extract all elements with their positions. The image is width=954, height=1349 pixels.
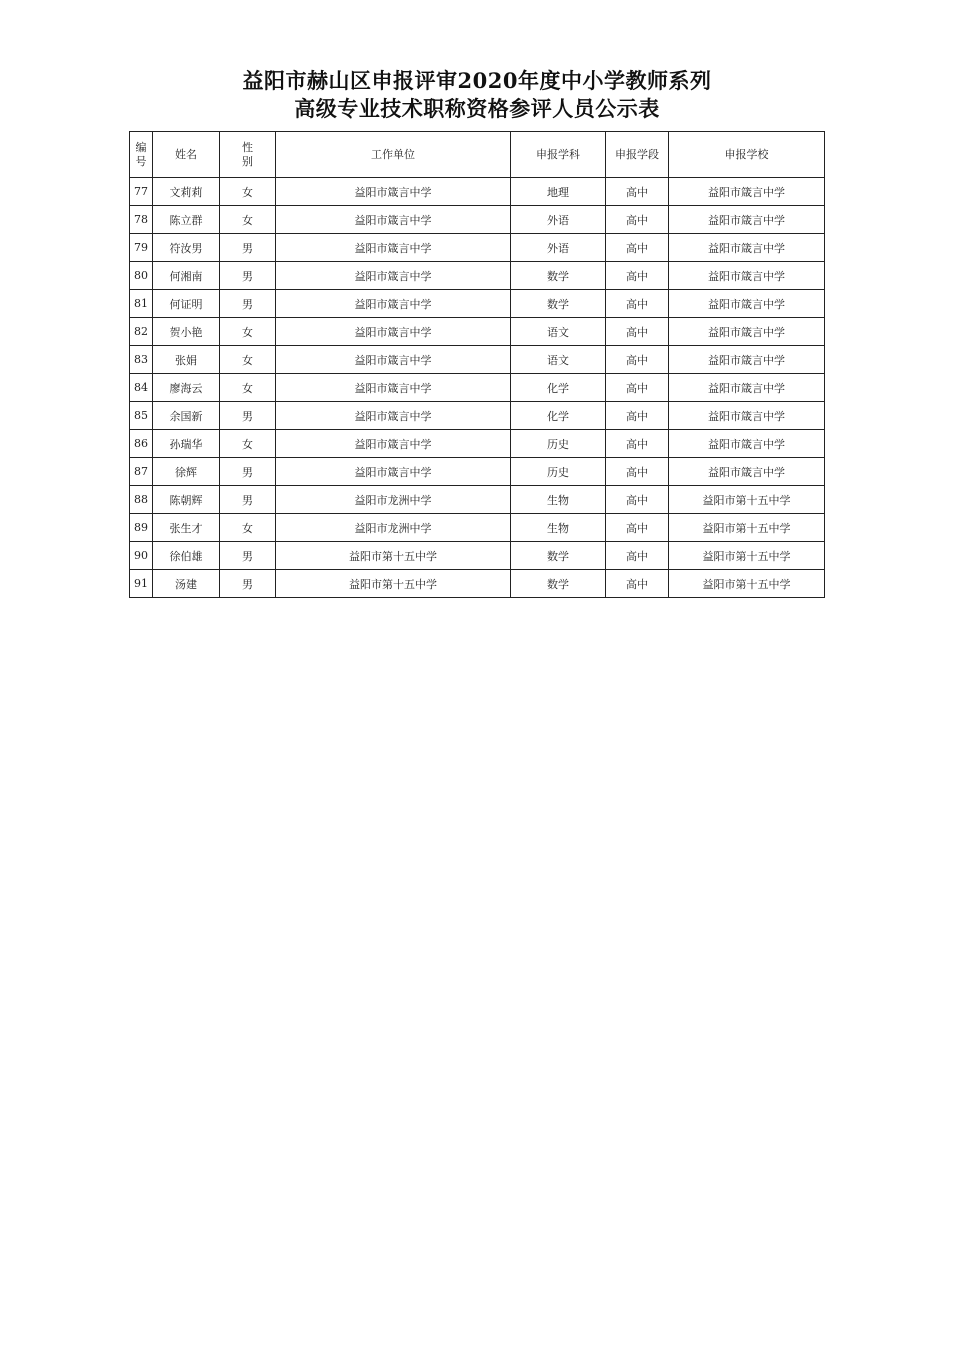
table-row xyxy=(130,374,825,402)
cell-gender: 女 xyxy=(220,514,276,542)
cell-gender: 男 xyxy=(220,234,276,262)
cell-subject: 外语 xyxy=(511,234,606,262)
cell-number: 78 xyxy=(130,206,153,234)
cell-school: 益阳市箴言中学 xyxy=(669,318,825,346)
cell-level: 高中 xyxy=(606,234,669,262)
cell-number: 87 xyxy=(130,458,153,486)
cell-number: 80 xyxy=(130,262,153,290)
cell-subject: 数学 xyxy=(511,570,606,598)
cell-subject: 外语 xyxy=(511,206,606,234)
cell-workplace: 益阳市龙洲中学 xyxy=(276,486,511,514)
cell-level: 高中 xyxy=(606,486,669,514)
cell-workplace: 益阳市箴言中学 xyxy=(276,234,511,262)
cell-level: 高中 xyxy=(606,570,669,598)
header-level: 申报学段 xyxy=(606,132,669,178)
table-header-row xyxy=(130,132,825,178)
cell-school: 益阳市箴言中学 xyxy=(669,430,825,458)
cell-gender: 女 xyxy=(220,318,276,346)
cell-name: 陈立群 xyxy=(153,206,220,234)
table-row xyxy=(130,542,825,570)
cell-level: 高中 xyxy=(606,374,669,402)
cell-level: 高中 xyxy=(606,318,669,346)
cell-school: 益阳市箴言中学 xyxy=(669,402,825,430)
header-number xyxy=(130,132,153,178)
cell-name: 何证明 xyxy=(153,290,220,318)
cell-school: 益阳市箴言中学 xyxy=(669,346,825,374)
table-row xyxy=(130,430,825,458)
cell-workplace: 益阳市箴言中学 xyxy=(276,178,511,206)
cell-number: 79 xyxy=(130,234,153,262)
header-workplace: 工作单位 xyxy=(276,132,511,178)
cell-number: 90 xyxy=(130,542,153,570)
cell-name: 余国新 xyxy=(153,402,220,430)
cell-name: 贺小艳 xyxy=(153,318,220,346)
table-row xyxy=(130,234,825,262)
cell-number: 81 xyxy=(130,290,153,318)
cell-school: 益阳市箴言中学 xyxy=(669,290,825,318)
cell-level: 高中 xyxy=(606,262,669,290)
table-row xyxy=(130,206,825,234)
header-gender-label: 性别 xyxy=(242,140,253,168)
cell-level: 高中 xyxy=(606,290,669,318)
applicant-table xyxy=(129,131,825,598)
cell-number: 82 xyxy=(130,318,153,346)
cell-name: 徐辉 xyxy=(153,458,220,486)
cell-gender: 男 xyxy=(220,290,276,318)
cell-workplace: 益阳市箴言中学 xyxy=(276,430,511,458)
cell-level: 高中 xyxy=(606,458,669,486)
cell-gender: 男 xyxy=(220,486,276,514)
cell-workplace: 益阳市龙洲中学 xyxy=(276,514,511,542)
cell-subject: 化学 xyxy=(511,374,606,402)
document-title-line-2: 高级专业技术职称资格参评人员公示表 xyxy=(294,96,660,121)
cell-gender: 男 xyxy=(220,262,276,290)
cell-number: 89 xyxy=(130,514,153,542)
header-gender xyxy=(220,132,276,178)
cell-name: 何湘南 xyxy=(153,262,220,290)
cell-subject: 生物 xyxy=(511,486,606,514)
cell-workplace: 益阳市箴言中学 xyxy=(276,346,511,374)
cell-subject: 历史 xyxy=(511,430,606,458)
cell-number: 83 xyxy=(130,346,153,374)
cell-name: 孙瑞华 xyxy=(153,430,220,458)
cell-workplace: 益阳市第十五中学 xyxy=(276,542,511,570)
cell-school: 益阳市箴言中学 xyxy=(669,178,825,206)
cell-workplace: 益阳市箴言中学 xyxy=(276,318,511,346)
cell-gender: 男 xyxy=(220,570,276,598)
cell-level: 高中 xyxy=(606,430,669,458)
cell-name: 文莉莉 xyxy=(153,178,220,206)
cell-subject: 语文 xyxy=(511,318,606,346)
header-subject: 申报学科 xyxy=(511,132,606,178)
cell-gender: 男 xyxy=(220,542,276,570)
table-row xyxy=(130,402,825,430)
cell-number: 91 xyxy=(130,570,153,598)
header-school: 申报学校 xyxy=(669,132,825,178)
table-row xyxy=(130,346,825,374)
cell-name: 张生才 xyxy=(153,514,220,542)
cell-level: 高中 xyxy=(606,346,669,374)
cell-name: 张娟 xyxy=(153,346,220,374)
cell-subject: 数学 xyxy=(511,542,606,570)
cell-number: 85 xyxy=(130,402,153,430)
table-row xyxy=(130,486,825,514)
cell-gender: 女 xyxy=(220,206,276,234)
cell-level: 高中 xyxy=(606,206,669,234)
cell-school: 益阳市第十五中学 xyxy=(669,542,825,570)
table-row xyxy=(130,178,825,206)
cell-school: 益阳市第十五中学 xyxy=(669,486,825,514)
cell-subject: 数学 xyxy=(511,290,606,318)
cell-workplace: 益阳市箴言中学 xyxy=(276,262,511,290)
cell-subject: 生物 xyxy=(511,514,606,542)
document-title-line-1: 益阳市赫山区申报评审2020年度中小学教师系列 xyxy=(242,68,712,93)
cell-gender: 男 xyxy=(220,458,276,486)
cell-gender: 女 xyxy=(220,374,276,402)
cell-name: 徐伯雄 xyxy=(153,542,220,570)
cell-gender: 女 xyxy=(220,430,276,458)
cell-name: 陈朝辉 xyxy=(153,486,220,514)
cell-workplace: 益阳市箴言中学 xyxy=(276,402,511,430)
cell-school: 益阳市第十五中学 xyxy=(669,514,825,542)
cell-name: 廖海云 xyxy=(153,374,220,402)
cell-school: 益阳市箴言中学 xyxy=(669,458,825,486)
cell-level: 高中 xyxy=(606,402,669,430)
cell-number: 84 xyxy=(130,374,153,402)
cell-school: 益阳市第十五中学 xyxy=(669,570,825,598)
table-row xyxy=(130,458,825,486)
table-row xyxy=(130,318,825,346)
cell-subject: 化学 xyxy=(511,402,606,430)
cell-subject: 数学 xyxy=(511,262,606,290)
cell-school: 益阳市箴言中学 xyxy=(669,234,825,262)
cell-workplace: 益阳市箴言中学 xyxy=(276,206,511,234)
cell-subject: 历史 xyxy=(511,458,606,486)
cell-number: 86 xyxy=(130,430,153,458)
header-number-label: 编号 xyxy=(135,140,147,168)
cell-level: 高中 xyxy=(606,542,669,570)
cell-gender: 男 xyxy=(220,402,276,430)
cell-gender: 女 xyxy=(220,346,276,374)
cell-name: 符汝男 xyxy=(153,234,220,262)
cell-name: 汤建 xyxy=(153,570,220,598)
table-row xyxy=(130,262,825,290)
cell-level: 高中 xyxy=(606,514,669,542)
cell-workplace: 益阳市箴言中学 xyxy=(276,290,511,318)
table-row xyxy=(130,570,825,598)
cell-school: 益阳市箴言中学 xyxy=(669,262,825,290)
cell-number: 77 xyxy=(130,178,153,206)
table-row xyxy=(130,290,825,318)
cell-workplace: 益阳市箴言中学 xyxy=(276,374,511,402)
cell-workplace: 益阳市箴言中学 xyxy=(276,458,511,486)
cell-school: 益阳市箴言中学 xyxy=(669,374,825,402)
cell-level: 高中 xyxy=(606,178,669,206)
cell-workplace: 益阳市第十五中学 xyxy=(276,570,511,598)
table-row xyxy=(130,514,825,542)
cell-gender: 女 xyxy=(220,178,276,206)
cell-number: 88 xyxy=(130,486,153,514)
cell-subject: 语文 xyxy=(511,346,606,374)
cell-subject: 地理 xyxy=(511,178,606,206)
header-name: 姓名 xyxy=(153,132,220,178)
cell-school: 益阳市箴言中学 xyxy=(669,206,825,234)
